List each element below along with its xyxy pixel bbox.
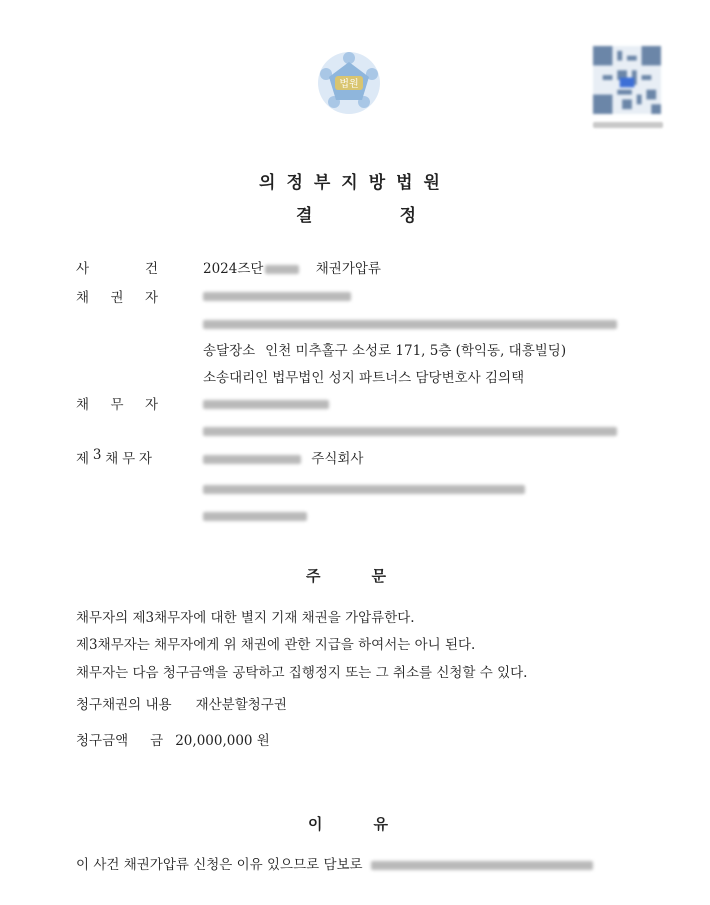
case-label: 사 건 [76,261,158,277]
case-name: 채권가압류 [315,261,381,277]
reason-line: 이 사건 채권가압류 신청은 이유 있으므로 담보로 [76,853,593,873]
reason-heading: 이 유 [308,815,388,833]
claim-content: 청구채권의 내용 재산분할청구권 [76,697,287,713]
redacted-creditor-name [203,292,351,301]
court-name: 의정부지방법원 [259,173,451,193]
order-line: 제3채무자는 채무자에게 위 채권에 관한 지급을 하여서는 아니 된다. [76,637,476,653]
third-debtor-name: 주식회사 [203,447,363,467]
qr-caption-redacted [593,122,663,128]
document-title [296,201,416,226]
order-line: 채무자의 제3채무자에 대한 별지 기재 채권을 가압류한다. [76,610,415,626]
redacted-third-debtor-name [203,455,301,464]
redacted-debtor-address [203,427,617,436]
redacted-third-debtor-address [203,485,525,494]
order-heading: 주 문 [306,567,386,585]
third-debtor-label: 제 3 채 무 자 [76,447,152,467]
qr-code-icon [592,46,662,114]
redacted-reason-text [371,861,593,870]
creditor-label: 채 권 자 [76,290,158,306]
redacted-case-number [265,265,299,274]
seal-text: 법원 [339,79,359,90]
court-seal-logo [316,50,382,116]
debtor-label: 채 무 자 [76,397,158,413]
title-char: 결 [296,206,313,226]
creditor-delivery: 송달장소 인천 미추홀구 소성로 171, 5층 (학익동, 대흥빌딩) [203,343,567,359]
creditor-agent: 소송대리인 법무법인 성지 파트너스 담당변호사 김의택 [203,370,525,386]
redacted-debtor-name [203,400,329,409]
claim-amount: 청구금액 금 20,000,000 원 [76,733,270,749]
title-char: 정 [399,206,416,226]
order-line: 채무자는 다음 청구금액을 공탁하고 집행정지 또는 그 취소를 신청할 수 있다. [76,665,528,681]
redacted-creditor-address [203,320,617,329]
case-number: 2024즈단 채권가압류 [203,261,381,277]
redacted-third-debtor-representative [203,512,307,521]
